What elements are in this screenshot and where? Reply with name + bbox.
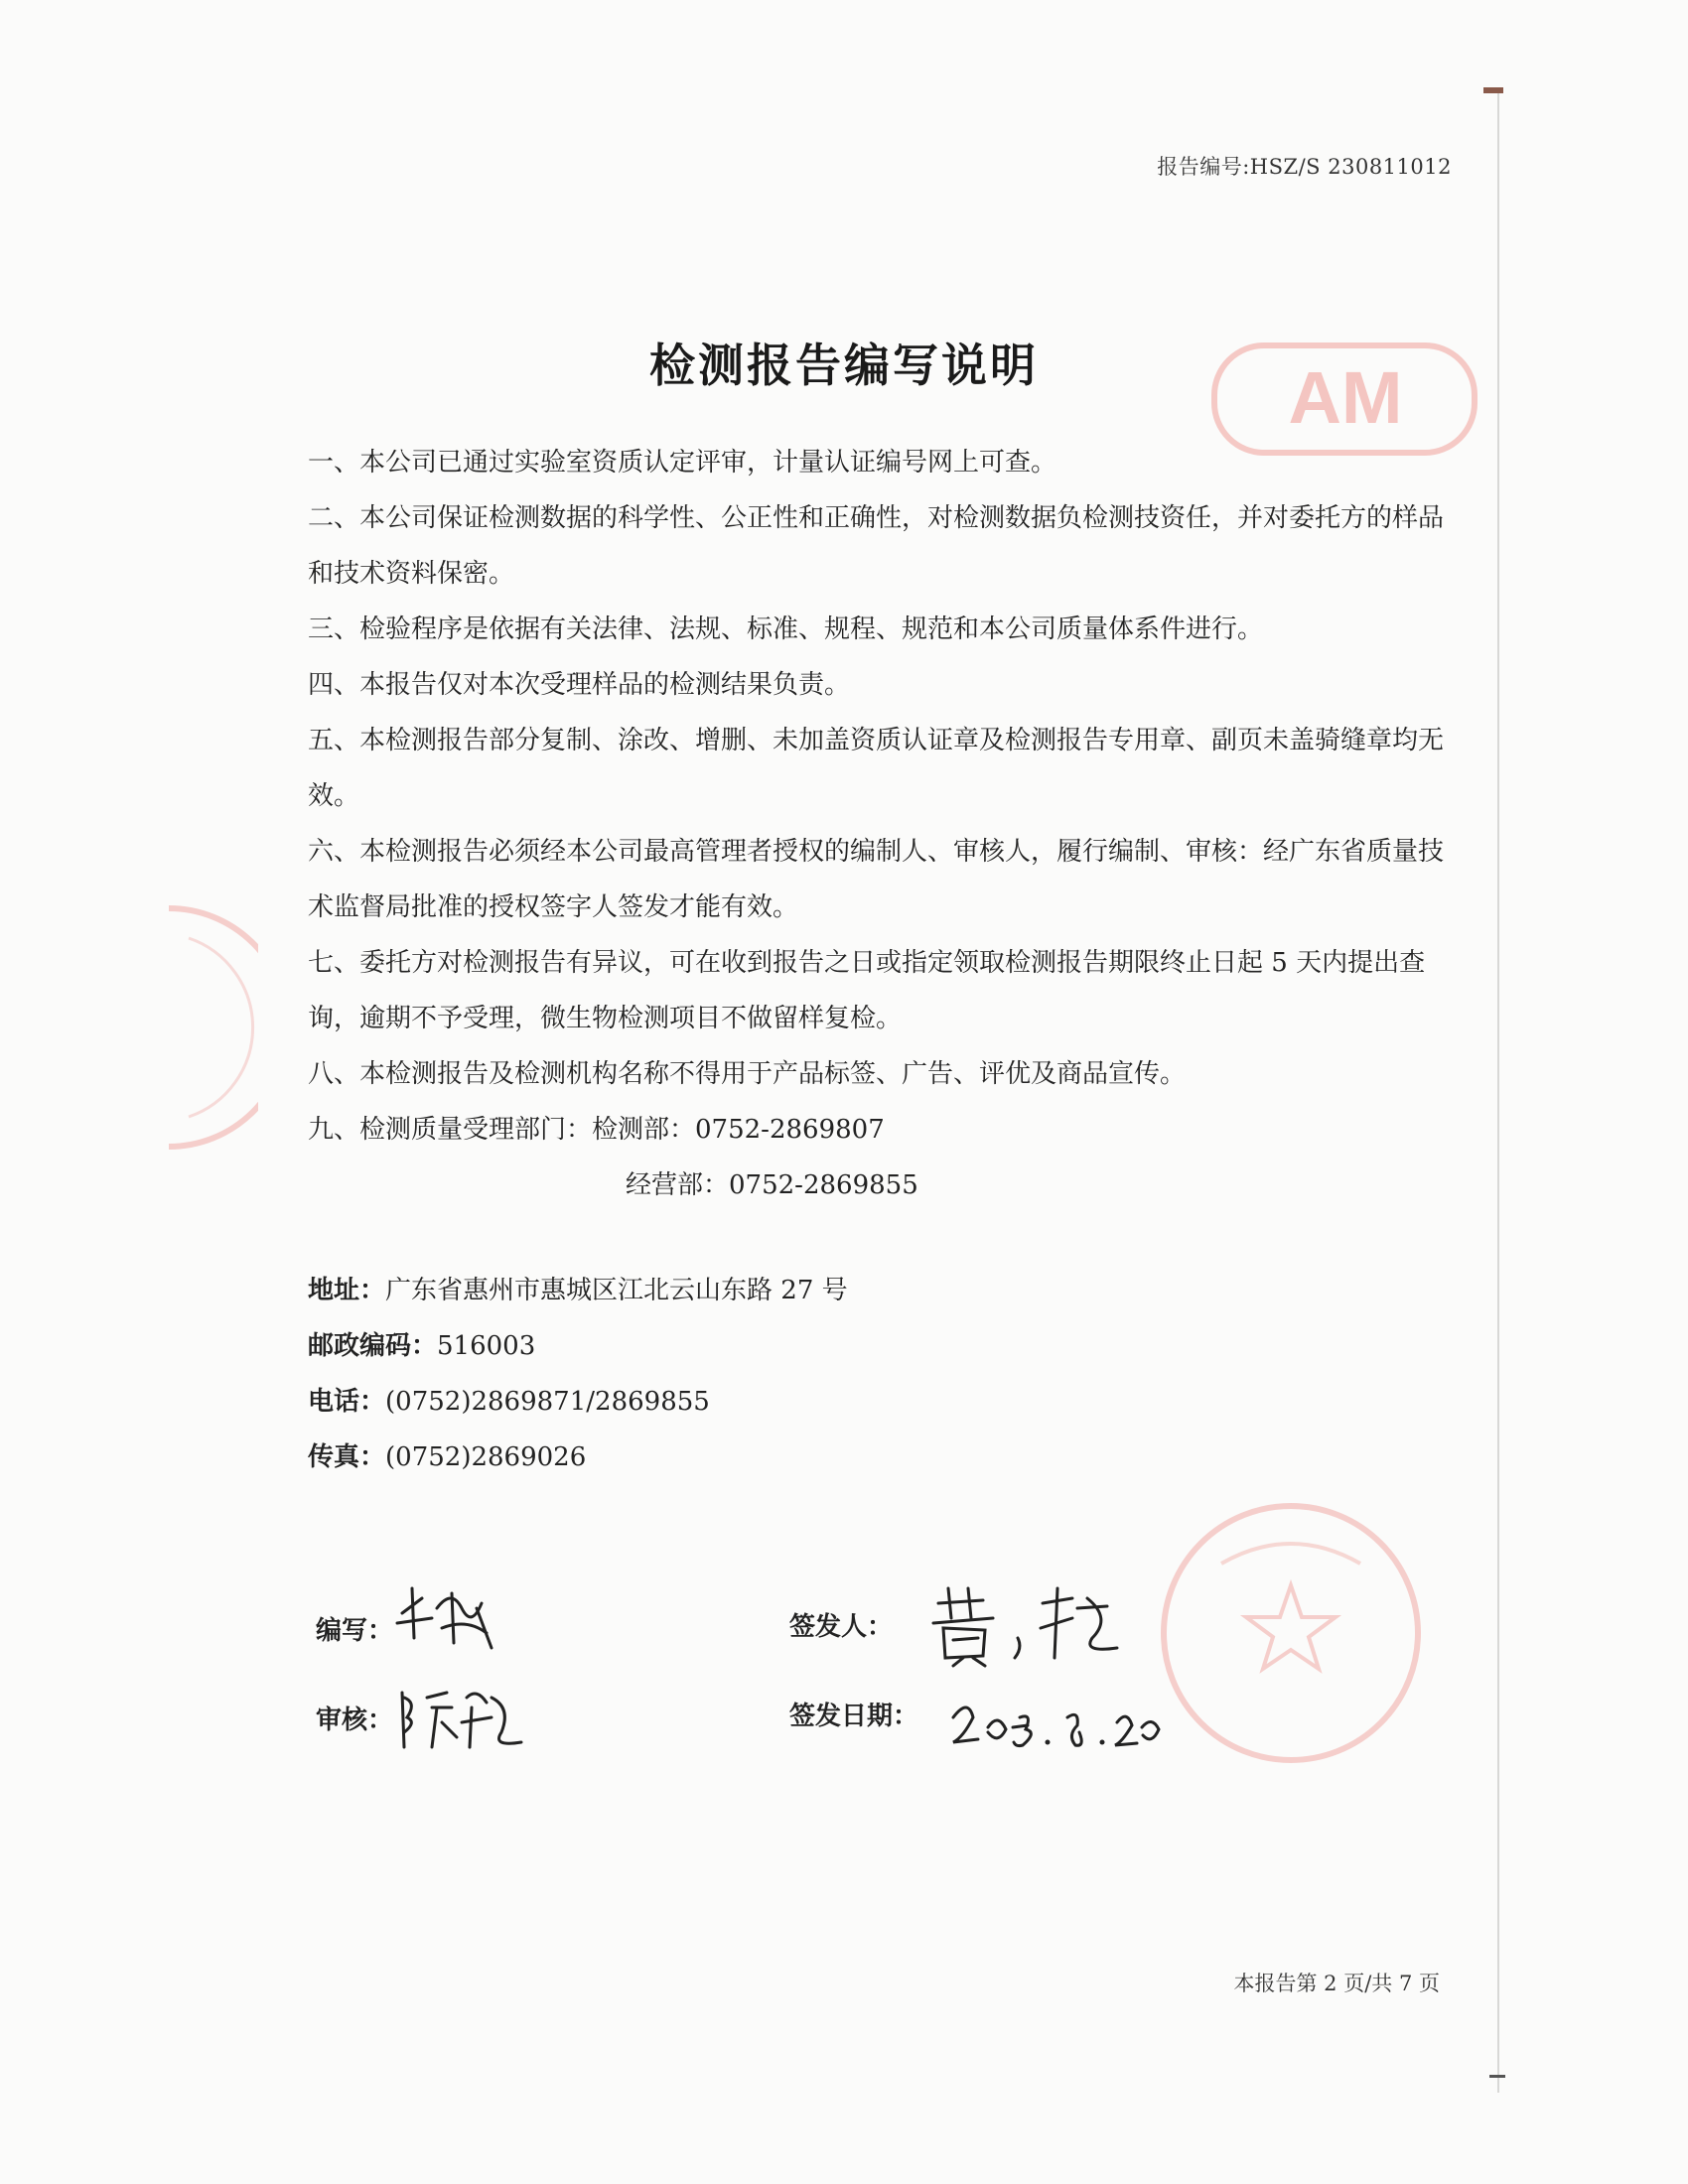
issue-date-handwritten [948, 1688, 1167, 1757]
list-item: 六、本检测报告必须经本公司最高管理者授权的编制人、审核人，履行编制、审核：经广东省质量技术监督局批准的授权签字人签发才能有效。 [308, 837, 1445, 922]
page-title: 检测报告编写说明 [649, 339, 1039, 392]
tel-value: (0752)2869871/2869855 [385, 1387, 710, 1417]
tel-label: 电话： [308, 1387, 386, 1417]
issuer-signature [923, 1578, 1122, 1668]
list-item: 二、本公司保证检测数据的科学性、公正性和正确性，对检测数据负检测技资任，并对委托方的样品和技术资料保密。 [308, 503, 1445, 589]
cma-stamp-text: AM [1288, 356, 1403, 439]
address-line [308, 1263, 1201, 1318]
list-item: 三、检验程序是依据有关法律、法规、标准、规程、规范和本公司质量体系件进行。 [308, 614, 1264, 644]
list-item: 七、委托方对检测报告有异议，可在收到报告之日或指定领取检测报告期限终止日起 5 天内提出查询，逾期不予受理，微生物检测项目不做留样复检。 [308, 948, 1426, 1033]
issue-date-label: 签发日期： [789, 1702, 919, 1731]
edge-mark [1489, 2075, 1505, 2078]
tel-line [308, 1374, 1201, 1430]
address-label: 地址： [308, 1276, 386, 1305]
list-item: 八、本检测报告及检测机构名称不得用于产品标签、广告、评优及商品宣传。 [308, 1059, 1187, 1089]
notes-list [308, 435, 1450, 1213]
page-number: 本报告第 2 页/共 7 页 [1233, 1972, 1440, 1995]
address-value: 广东省惠州市惠城区江北云山东路 27 号 [385, 1276, 848, 1305]
list-item: 一、本公司已通过实验室资质认定评审，计量认证编号网上可查。 [308, 448, 1057, 478]
list-item: 四、本报告仅对本次受理样品的检测结果负责。 [308, 670, 851, 700]
report-number: 报告编号:HSZ/S 230811012 [1157, 155, 1452, 179]
postcode-value: 516003 [437, 1331, 536, 1361]
fax-value: (0752)2869026 [385, 1442, 587, 1472]
author-label: 编写： [316, 1616, 394, 1646]
fax-line [308, 1430, 1201, 1485]
official-seal [1152, 1494, 1430, 1772]
fax-label: 传真： [308, 1442, 386, 1472]
left-stamp-arc [149, 898, 258, 1157]
list-item: 九、检测质量受理部门：检测部：0752-2869807 [308, 1115, 885, 1145]
edge-mark [1483, 87, 1503, 93]
postcode-line [308, 1318, 1201, 1374]
postcode-label: 邮政编码： [308, 1331, 438, 1361]
phone-business-line: 经营部：0752-2869855 [626, 1170, 918, 1200]
author-signature [392, 1578, 511, 1658]
reviewer-label: 审核： [316, 1706, 394, 1735]
issuer-label: 签发人： [789, 1612, 894, 1642]
contact-info [308, 1263, 1201, 1485]
reviewer-signature [392, 1678, 531, 1757]
list-item: 五、本检测报告部分复制、涂改、增删、未加盖资质认证章及检测报告专用章、副页未盖骑缝章均无效。 [308, 726, 1445, 811]
